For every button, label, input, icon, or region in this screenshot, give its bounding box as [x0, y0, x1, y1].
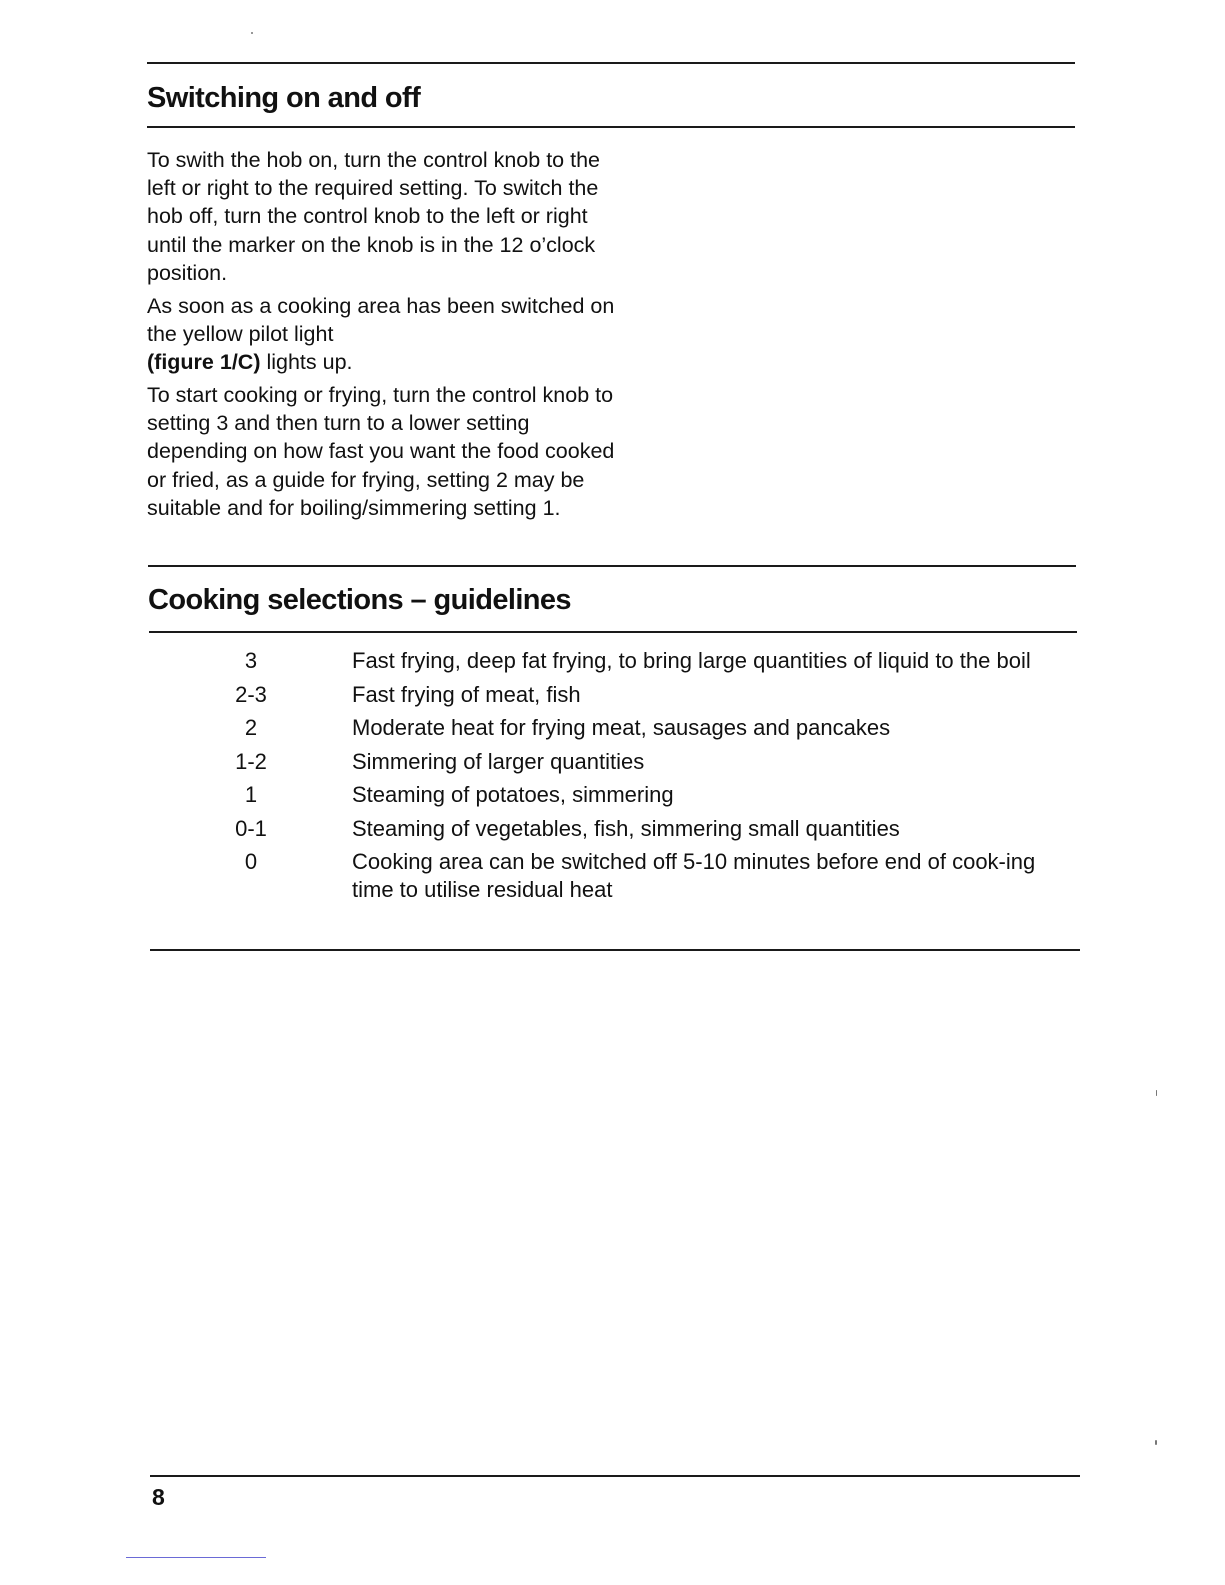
setting-value: 3: [244, 648, 258, 673]
section-divider-rule: [148, 565, 1076, 567]
guidelines-row: [150, 681, 1080, 715]
section-title-rule: [147, 126, 1075, 128]
section-title-guidelines: Cooking selections – guidelines: [148, 584, 571, 616]
page-number: 8: [152, 1484, 165, 1510]
setting-value: 0-1: [235, 815, 267, 841]
paragraph-switch-on-off: To swith the hob on, turn the control knob to the left or right to the required setting. To switch the hob off, turn the control knob to the left or right until the marker on the knob is in the 12 o’clock position.: [147, 148, 600, 285]
setting-value: 0: [244, 849, 258, 874]
pilot-light-text: As soon as a cooking area has been switched on the yellow pilot light: [147, 294, 615, 347]
section-title-switching: Switching on and off: [147, 82, 421, 114]
setting-description: Steaming of vegetables, fish, simmering small quantities: [352, 815, 900, 841]
guidelines-table: [150, 647, 1080, 910]
paragraph-start-cooking: To start cooking or frying, turn the control knob to setting 3 and then turn to a lower setting depending on how fast you want the food cooked or fried, as a guide for frying, setting 2 may be suitable and for boiling/simmering setting 1.: [147, 383, 615, 520]
setting-value: 1-2: [235, 748, 267, 774]
link-underline-artifact: [126, 1557, 266, 1558]
guidelines-row: [150, 714, 1080, 748]
scan-speck: [1155, 1440, 1157, 1445]
guidelines-row: [150, 748, 1080, 782]
setting-description: Simmering of larger quantities: [352, 748, 645, 774]
setting-value: 1: [244, 782, 258, 807]
guidelines-row: [150, 848, 1080, 910]
footer-rule: [150, 1475, 1080, 1477]
guidelines-bottom-rule: [150, 949, 1080, 951]
setting-description: Moderate heat for frying meat, sausages and pancakes: [352, 715, 891, 740]
scan-speck: [1156, 1090, 1157, 1096]
paragraph-pilot-light: [147, 292, 617, 377]
scan-speck: [251, 32, 253, 34]
setting-description: Cooking area can be switched off 5-10 minutes before end of cook-ing time to utilise residual heat: [352, 849, 1036, 902]
setting-description: Steaming of potatoes, simmering: [352, 782, 674, 807]
guidelines-row: [150, 815, 1080, 849]
guidelines-title-rule: [149, 631, 1077, 633]
setting-description: Fast frying, deep fat frying, to bring large quantities of liquid to the boil: [352, 648, 1031, 673]
guidelines-row: [150, 647, 1080, 681]
setting-description: Fast frying of meat, fish: [352, 681, 581, 707]
pilot-light-tail: lights up.: [266, 350, 353, 375]
top-rule: [147, 62, 1075, 64]
guidelines-row: [150, 781, 1080, 815]
setting-value: 2: [244, 715, 258, 740]
setting-value: 2-3: [235, 681, 267, 707]
figure-reference: (figure 1/C): [147, 350, 261, 375]
